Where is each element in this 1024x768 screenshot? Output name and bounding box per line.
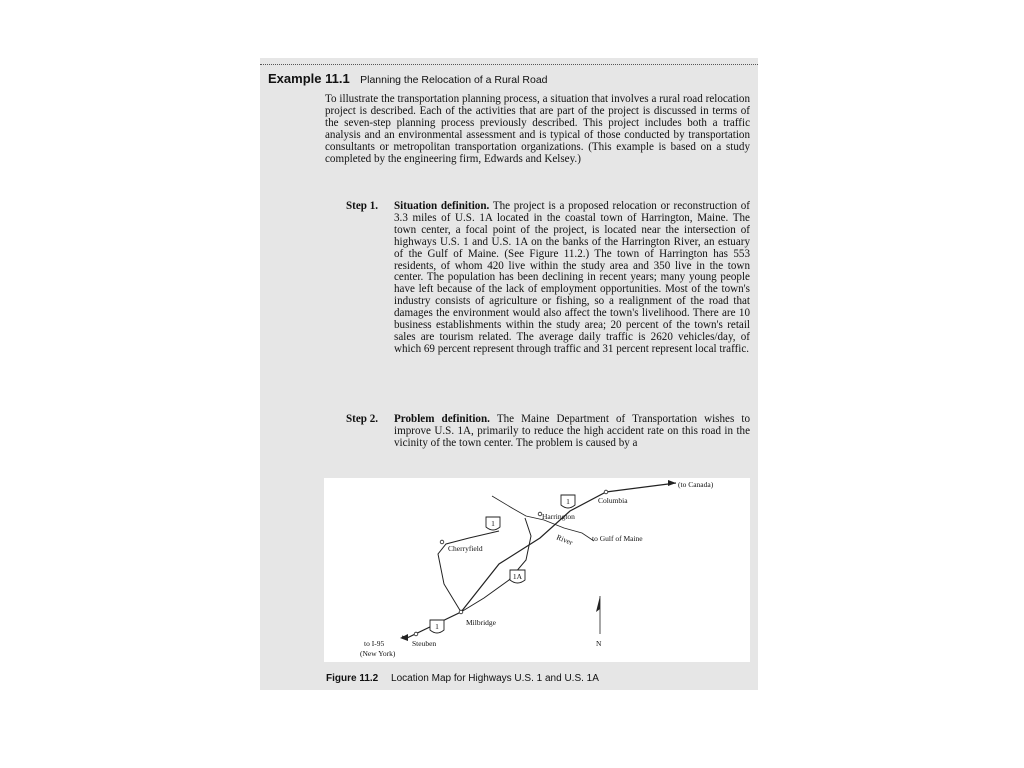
us1-shield-label-2: 1: [491, 519, 495, 528]
us1-road: [407, 483, 676, 638]
to-i95-label: to I-95: [364, 639, 385, 648]
north-arrow-icon: [596, 596, 600, 634]
step-2-heading: Problem definition.: [394, 413, 490, 425]
river-label: River: [555, 532, 575, 548]
step-1-label: Step 1.: [346, 200, 379, 212]
us1-shield-icon: [561, 495, 575, 508]
us1-shield-icon: [486, 517, 500, 530]
us1-shield-label-3: 1: [435, 622, 439, 631]
step-1-text: The project is a proposed relocation or reconstruction of 3.3 miles of U.S. 1A located in the coastal town of Harrington, Maine. The town center, a focal point of the project, is located near the intersection of highways U.S. 1 and U.S. 1A on the banks of the Harrington River, an estuary of the Gulf of Maine. (See Figure 11.2.) The town of Harrington has 553 residents, of whom 420 live within the study area and 350 live in the town center. The population has been declining in recent years; many young people have left because of the lack of employment opportunities. Most of the town's industry consists of agriculture or fishing, so a realignment of the road that damages the environment would also affect the town's livelihood. There are 10 business establishments within the study area; 20 percent of the town's retail sales are tourism related. The average daily traffic is 2620 vehicles/day, of which 69 percent represent through traffic and 31 percent represent local traffic.: [394, 200, 750, 355]
milbridge-dot: [459, 610, 463, 614]
step-2-text: The Maine Department of Transportation wishes to improve U.S. 1A, primarily to reduce the high accident rate on this road in the vicinity of the town center. The problem is caused by a: [394, 413, 750, 449]
example-title: Planning the Relocation of a Rural Road: [360, 74, 548, 86]
us1-shield-label-1: 1: [566, 497, 570, 506]
figure-caption: [326, 673, 599, 684]
steuben-dot: [414, 632, 418, 636]
step-1: [346, 201, 750, 356]
to-canada-arrow: [668, 480, 676, 486]
step-2-body: [394, 414, 750, 450]
step-2-label: Step 2.: [346, 413, 379, 425]
textbook-page: [260, 58, 758, 690]
us1-shield-icon: [430, 620, 444, 633]
cherryfield-dot: [440, 540, 444, 544]
columbia-label: Columbia: [598, 496, 628, 505]
example-heading: [268, 70, 548, 88]
us1a-shield-icon: [510, 570, 525, 583]
step-1-heading: Situation definition.: [394, 200, 490, 212]
columbia-dot: [604, 490, 608, 494]
figure-label: Figure 11.2: [326, 673, 379, 684]
milbridge-label: Milbridge: [466, 618, 496, 627]
harrington-label: Harrington: [542, 512, 575, 521]
north-label: N: [596, 639, 602, 648]
cherryfield-label: Cherryfield: [448, 544, 483, 553]
new-york-label: (New York): [360, 649, 396, 658]
example-label: Example 11.1: [268, 71, 350, 86]
to-i95-arrow: [400, 634, 408, 641]
to-canada-label: (to Canada): [678, 480, 714, 489]
location-map: [324, 478, 750, 662]
gulf-of-maine-label: to Gulf of Maine: [592, 534, 643, 543]
location-map-figure: [324, 478, 750, 662]
step-1-body: [394, 201, 750, 356]
top-dotted-rule: [260, 64, 758, 65]
figure-caption-text: Location Map for Highways U.S. 1 and U.S. 1A: [391, 673, 599, 684]
intro-paragraph: To illustrate the transportation planning process, a situation that involves a rural road relocation project is described. Each of the activities that are part of the project is discussed in terms of the seven-step planning process previously described. This project includes both a traffic analysis and an environmental assessment and is typical of those conducted by transportation consultants or metropolitan transportation organizations. (This example is based on a study completed by the engineering firm, Edwards and Kelsey.): [325, 93, 750, 165]
step-2: [346, 414, 750, 450]
steuben-label: Steuben: [412, 639, 437, 648]
us1a-shield-label: 1A: [512, 572, 523, 581]
